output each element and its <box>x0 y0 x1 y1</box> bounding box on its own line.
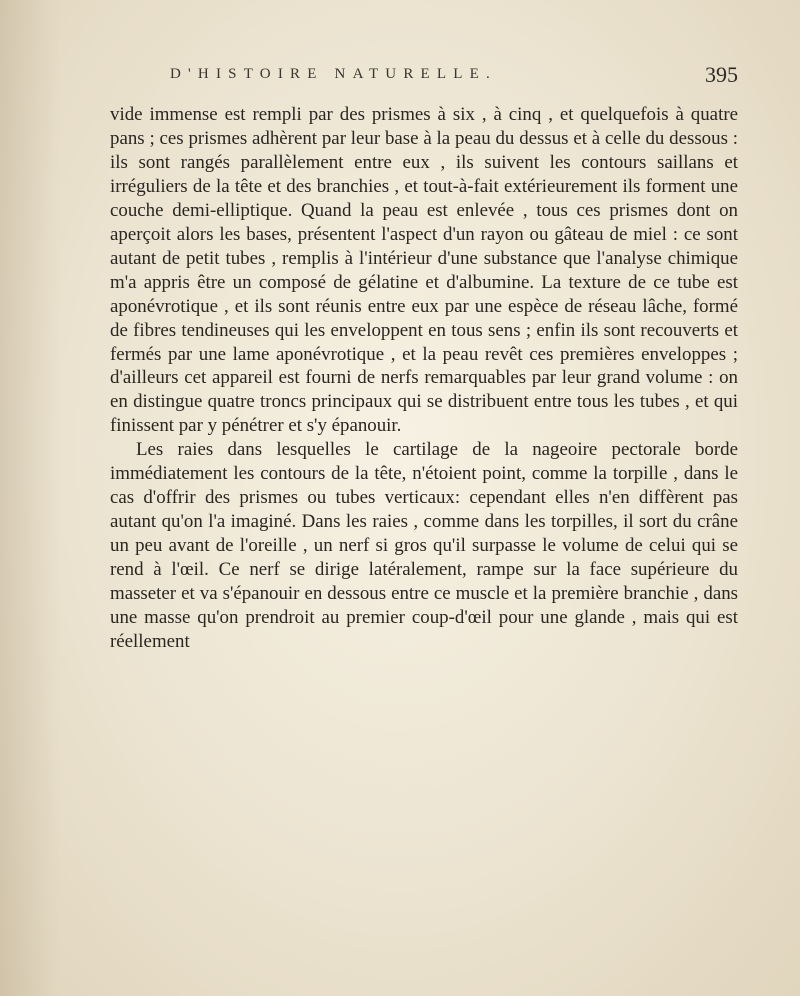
page-number: 395 <box>705 62 738 87</box>
paragraph-raies: Les raies dans lesquelles le cartilage de la nageoire pectorale borde immédiatement les contours de la tête, n'étoient point, comme la torpille , dans le cas d'offrir des prismes ou tubes verticaux: cependant elles n'en diffèrent pas autant qu'on l'a imaginé. Dans les raies , comme dans les torpilles, il sort du crâne un peu avant de l'oreille , un nerf si gros qu'il surpasse le volume de celui qui se rend à l'œil. Ce nerf se dirige latéralement, rampe sur la face supérieure du masseter et va s'épanouir en dessous entre ce muscle et la première branchie , dans une masse qu'on prendroit au premier coup-d'œil pour une glande , mais qui est réellement <box>110 439 738 652</box>
running-title: D'HISTOIRE NATURELLE. <box>170 66 497 82</box>
paragraph-continued: vide immense est rempli par des prismes à six , à cinq , et quelquefois à quatre pans ; ces prismes adhèrent par leur base à la peau du dessus et à celle du dessous : ils sont rangés parallèlement entre eux , ils suivent les contours saillans et irréguliers de la tête et des branchies , et tout-à-fait extérieurement ils forment une couche demi-elliptique. Quand la peau est enlevée , tous ces prismes dont on aperçoit alors les bases, présentent l'aspect d'un rayon ou gâteau de miel : ce sont autant de petit tubes , remplis à l'intérieur d'une substance que l'analyse chimique m'a appris être un composé de gélatine et d'albumine. La texture de ce tube est aponévrotique , et ils sont réunis entre eux par une espèce de réseau lâche, formé de fibres tendineuses qui les enveloppent en tous sens ; enfin ils sont recouverts et fermés par une lame aponévrotique , et la peau revêt ces premières enveloppes ; d'ailleurs cet appareil est fourni de nerfs remarquables par leur grand volume : on en distingue quatre troncs principaux qui se distribuent entre tous les tubes , et qui finissent par y pénétrer et s'y épanouir. <box>110 104 738 437</box>
page-gutter-shadow <box>0 0 60 996</box>
running-head <box>108 62 738 92</box>
body-text <box>110 103 738 654</box>
